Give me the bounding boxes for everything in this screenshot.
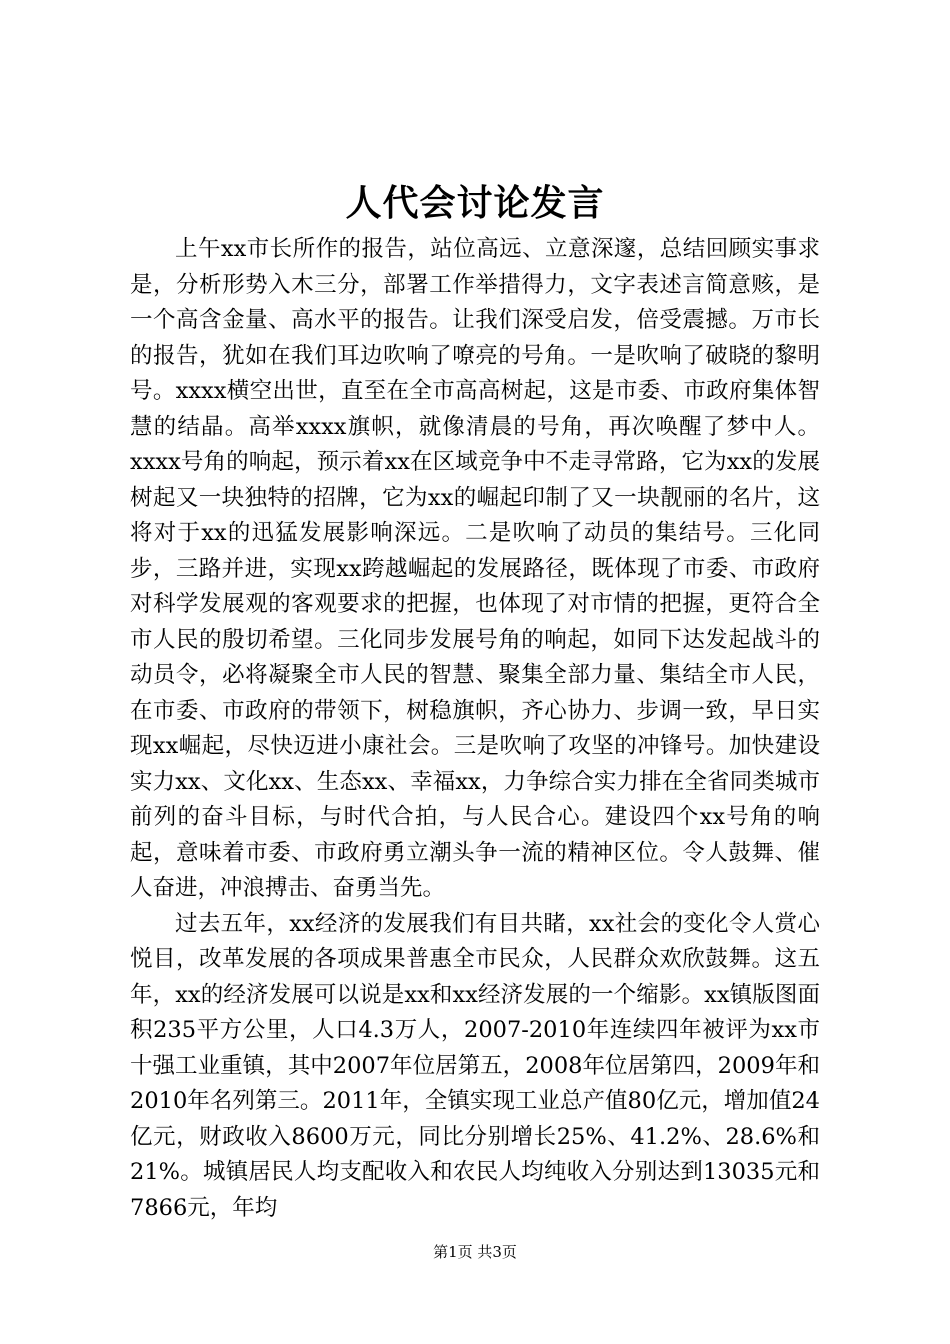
paragraph-2: 过去五年，xx经济的发展我们有目共睹，xx社会的变化令人赏心悦目，改革发展的各项成果普惠全市民众，人民群众欢欣鼓舞。这五年，xx的经济发展可以说是xx和xx经济发展的一个缩影。xx镇版图面积235平方公里，人口4.3万人，2007-2010年连续四年被评为xx市十强工业重镇，其中2007年位居第五，2008年位居第四，2009年和2010年名列第三。2011年，全镇实现工业总产值80亿元，增加值24亿元，财政收入8600万元，同比分别增长25%、41.2%、28.6%和21%。城镇居民人均支配收入和农民人均纯收入分别达到13035元和7866元，年均 [130,910,820,1221]
page-footer: 第1页 共3页 [433,1243,517,1261]
paragraph-1: 上午xx市长所作的报告，站位高远、立意深邃，总结回顾实事求是，分析形势入木三分，部署工作举措得力，文字表述言简意赅，是一个高含金量、高水平的报告。让我们深受启发，倍受震撼。万市长的报告，犹如在我们耳边吹响了嘹亮的号角。一是吹响了破晓的黎明号。xxxx横空出世，直至在全市高高树起，这是市委、市政府集体智慧的结晶。高举xxxx旗帜，就像清晨的号角，再次唤醒了梦中人。xxxx号角的响起，预示着xx在区域竞争中不走寻常路，它为xx的发展树起又一块独特的招牌，它为xx的崛起印制了又一块靓丽的名片，这将对于xx的迅猛发展影响深远。二是吹响了动员的集结号。三化同步，三路并进，实现xx跨越崛起的发展路径，既体现了市委、市政府对科学发展观的客观要求的把握，也体现了对市情的把握，更符合全市人民的殷切希望。三化同步发展号角的响起，如同下达发起战斗的动员令，必将凝聚全市人民的智慧、聚集全部力量、集结全市人民，在市委、市政府的带领下，树稳旗帜，齐心协力、步调一致，早日实现xx崛起，尽快迈进小康社会。三是吹响了攻坚的冲锋号。加快建设实力xx、文化xx、生态xx、幸福xx，力争综合实力排在全省同类城市前列的奋斗目标，与时代合拍，与人民合心。建设四个xx号角的响起，意味着市委、市政府勇立潮头争一流的精神区位。令人鼓舞、催人奋进，冲浪搏击、奋勇当先。 [130,236,820,901]
document-body [130,232,820,1226]
document-title: 人代会讨论发言 [345,182,605,224]
